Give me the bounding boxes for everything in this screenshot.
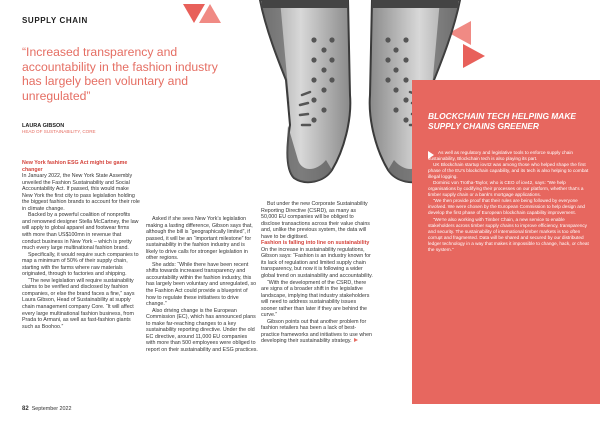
folio-left bbox=[22, 406, 72, 412]
quote-author-role: HEAD OF SUSTAINABILITY, CORE bbox=[22, 129, 96, 134]
pull-quote: “Increased transparency and accountability in the fashion industry has largely been voluntary and unregulated” bbox=[22, 45, 218, 103]
paragraph: Also driving change is the European Commission (EC), which has announced plans to make far-reaching changes to a key sustainability reporting directive. Under the old EC directive, around 11,000 EU companies with more than 500 employees were obliged to report on their sustainability and ESG practices. bbox=[146, 307, 258, 353]
paragraph: Specifically, it would require such companies to map a minimum of 50% of their supply chain, starting with the farms where raw materials originated, through to factories and shipping. bbox=[22, 251, 139, 278]
decorative-triangle bbox=[199, 4, 221, 23]
page-number: 83 bbox=[581, 406, 588, 412]
paragraph: Backed by a powerful coalition of nonprofits and renowned designer Stella McCartney, the law will apply to global apparel and footwear firms with more than US$100mn in revenue that conduct business in New York – which is pretty much every large multinational fashion brand. bbox=[22, 212, 139, 252]
sidebar-title: BLOCKCHAIN TECH HELPING MAKE SUPPLY CHAINS GREENER bbox=[428, 111, 576, 131]
paragraph: “We’re also working with Timber Chain, a new service to enable stakeholders across timber supply chains to improve efficiency, transparency and security. The sustainability of international timber markets is too often corrupt and fragmented. Data will be shared and secured by our distributed ledger technology in a way that makes it impossible to change, hack, or cheat the system.” bbox=[428, 216, 589, 252]
subheading: Fashion is falling into line on sustainability bbox=[261, 240, 370, 247]
sidebar-body bbox=[428, 150, 592, 253]
paragraph: UK Blockchain startup iov42 was among those who helped shape the first phase of the EU’s blockchain capability, and its tech is also helping to combat illegal logging. bbox=[428, 162, 589, 180]
folio-right bbox=[525, 406, 588, 412]
body-column-1 bbox=[22, 160, 140, 330]
paragraph: She adds: “While there have been recent shifts towards increased transparency and accountability within the fashion industry, this has largely been voluntary and unregulated, so the Fashion Act could provide a blueprint of how to regulate these initiatives to drive change.” bbox=[146, 261, 257, 308]
body-column-2 bbox=[146, 216, 258, 353]
paragraph: On the increase in sustainability regulations, Gibson says: “Fashion is an industry known for its lack of regulation and limited supply chain transparency, but now it is following a wider global trend on sustainability and accountability. bbox=[261, 246, 373, 280]
issue-date: September 2022 bbox=[31, 406, 72, 412]
paragraph: “We then provide proof that their rules are being followed by everyone involved. We were chosen by the European Commission to help design and develop the first phase of European blockchain capability improvement. bbox=[428, 198, 586, 216]
paragraph: As well as regulatory and legislative tools to enforce supply chain sustainability, Blockchain tech is also playing its part. bbox=[428, 150, 573, 162]
paragraph: “With the development of the CSRD, there are signs of a broader shift in the legislative landscape, implying that industry stakeholders will need to address sustainability issues sooner rather than later if they are behind the curve.” bbox=[261, 279, 370, 319]
paragraph bbox=[261, 319, 373, 345]
site-url: sustainabilitymag.com bbox=[525, 406, 579, 412]
body-column-3 bbox=[261, 201, 373, 345]
quote-author-name: LAURA GIBSON bbox=[22, 123, 65, 129]
paragraph-text: Gibson points out that another problem for fashion retailers has been a lack of best-practice frameworks and initiatives to use when developing their sustainability strategy. bbox=[261, 318, 372, 345]
page-number: 82 bbox=[22, 406, 29, 412]
paragraph: Asked if she sees New York’s legislation making a lasting difference, Gibson says that, although the bill is “geographically limited”, if passed, it will be an “important milestone” for sustainability in the fashion industry and is likely to drive calls for stronger legislation in other regions. bbox=[146, 216, 253, 262]
paragraph: But under the new Corporate Sustainability Reporting Directive (CSRD), as many as 50,000 EU companies will be obliged to disclose transactions across their value chains and, unlike the previous system, the data will have to be digitised. bbox=[261, 201, 370, 240]
end-mark-icon bbox=[354, 338, 358, 342]
paragraph: In January 2022, the New York State Assembly unveiled the Fashion Sustainability and Social Accountability Act. If passed, this would make New York the first city to pass legislation holding the biggest fashion brands to account for their role in climate change. bbox=[22, 173, 140, 212]
subheading: New York fashion ESG Act might be game changer bbox=[22, 160, 128, 173]
section-label: SUPPLY CHAIN bbox=[22, 16, 88, 25]
paragraph: Dominic von Trotha-Taylor, who is CEO of iov42, says: “We help organisations by codifying their processes on our platform, whether that’s a timber supply chain or a bank’s mortgage applications. bbox=[428, 180, 584, 198]
paragraph: “The new legislation will require sustainability claims to be verified and disclosed by fashion companies, or else the brand faces a fine,” says Laura Gibson, Head of Sustainability at supply chain management company Core. “It will affect every large multinational fashion business, from Prada to Armani, as well as fast-fashion giants such as Boohoo.” bbox=[22, 277, 135, 330]
